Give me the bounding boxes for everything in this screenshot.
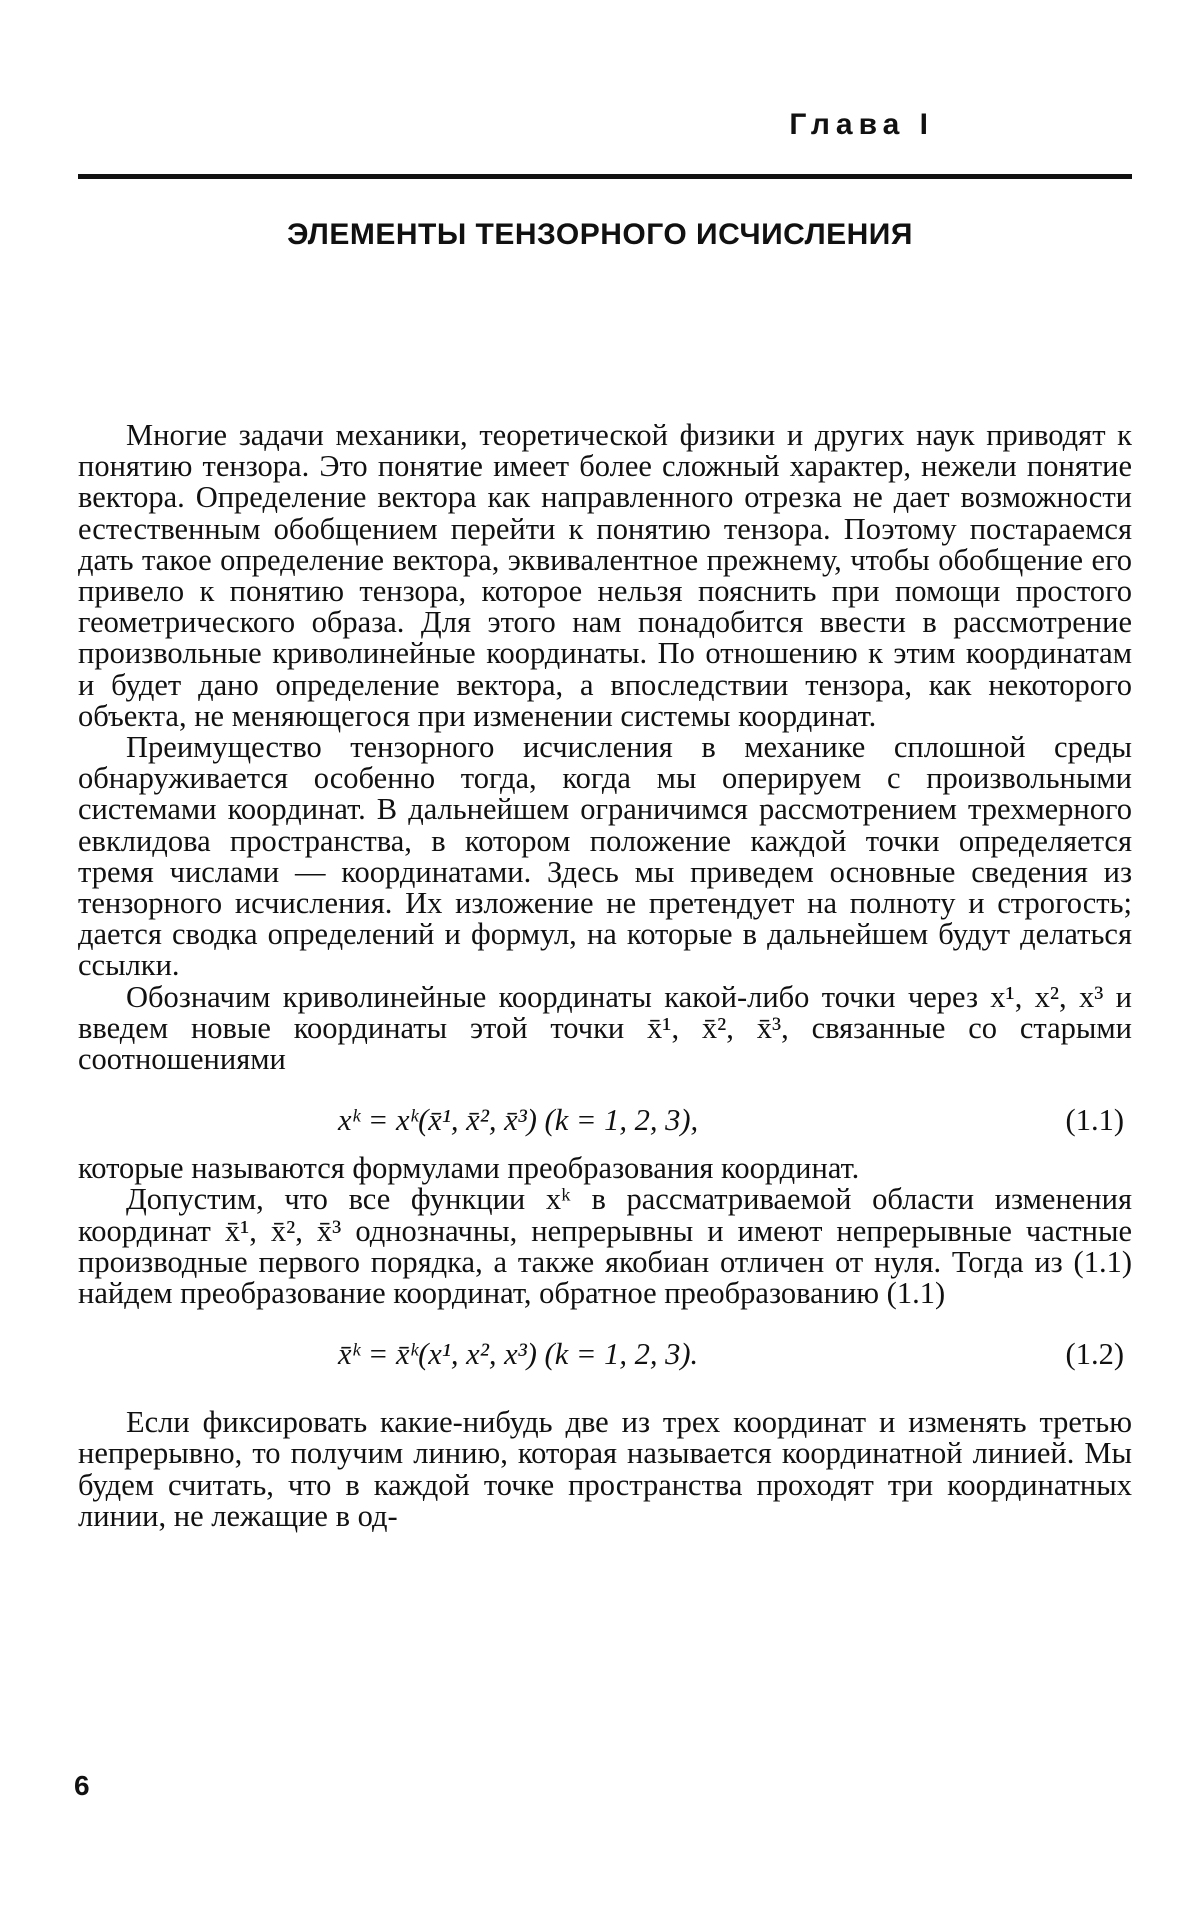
- paragraph: Обозначим криволинейные координаты какой-либо точки через x¹, x², x³ и введем новые координаты этой точки x̄¹, x̄², x̄³, связанные со старыми соотношениями: [78, 979, 1132, 1077]
- paragraph: Если фиксировать какие-нибудь две из трех координат и изменять третью непрерывно, то получим линию, которая называется координатной линией. Мы будем считать, что в каждой точке пространства проходят три координатных линии, не лежащие в од-: [78, 1405, 1132, 1533]
- header-rule: [78, 174, 1132, 179]
- paragraph: которые называются формулами преобразования координат.: [78, 1151, 860, 1186]
- formula-expression: xᵏ = xᵏ(x̄¹, x̄², x̄³) (k = 1, 2, 3),: [338, 1103, 699, 1138]
- paragraph: Допустим, что все функции xᵏ в рассматриваемой области изменения координат x̄¹, x̄², x̄³ однозначны, непрерывны и имеют непрерывные частные производные первого порядка, а также якобиан отличен от нуля. Тогда из (1.1) найдем преобразование координат, обратное преобразованию (1.1): [78, 1182, 1132, 1311]
- page-number: 6: [74, 1770, 90, 1801]
- formula-number: (1.1): [1065, 1103, 1124, 1138]
- paragraph: Многие задачи механики, теоретической физики и других наук приводят к понятию тензора. Это понятие имеет более сложный характер, нежели понятие вектора. Определение вектора как направленного отрезка не дает возможности естественным обобщением перейти к понятию тензора. Поэтому постараемся дать такое определение вектора, эквивалентное прежнему, чтобы обобщение его привело к понятию тензора, которое нельзя пояснить при помощи простого геометрического образа. Для этого нам понадобится ввести в рассмотрение произвольные криволинейные координаты. По отношению к этим координатам и будет дано определение вектора, а впоследствии тензора, как некоторого объекта, не меняющегося при изменении системы координат.: [78, 418, 1132, 733]
- body-text: [78, 420, 1132, 1532]
- formula-1-2: [78, 1323, 1132, 1385]
- paragraph: Преимущество тензорного исчисления в механике сплошной среды обнаруживается особенно тогда, когда мы оперируем с произвольными системами координат. В дальнейшем ограничимся рассмотрением трехмерного евклидова пространства, в котором положение каждой точки определяется тремя числами — координатами. Здесь мы приведем основные сведения из тензорного исчисления. Их изложение не претендует на полноту и строгость; дается сводка определений и формул, на которые в дальнейшем будут делаться ссылки.: [78, 730, 1132, 983]
- formula-1-1: [78, 1089, 1132, 1151]
- formula-number: (1.2): [1065, 1337, 1124, 1372]
- chapter-title: ЭЛЕМЕНТЫ ТЕНЗОРНОГО ИСЧИСЛЕНИЯ: [287, 218, 913, 251]
- formula-expression: x̄ᵏ = x̄ᵏ(x¹, x², x³) (k = 1, 2, 3).: [338, 1337, 699, 1372]
- chapter-label: Глава I: [789, 108, 934, 141]
